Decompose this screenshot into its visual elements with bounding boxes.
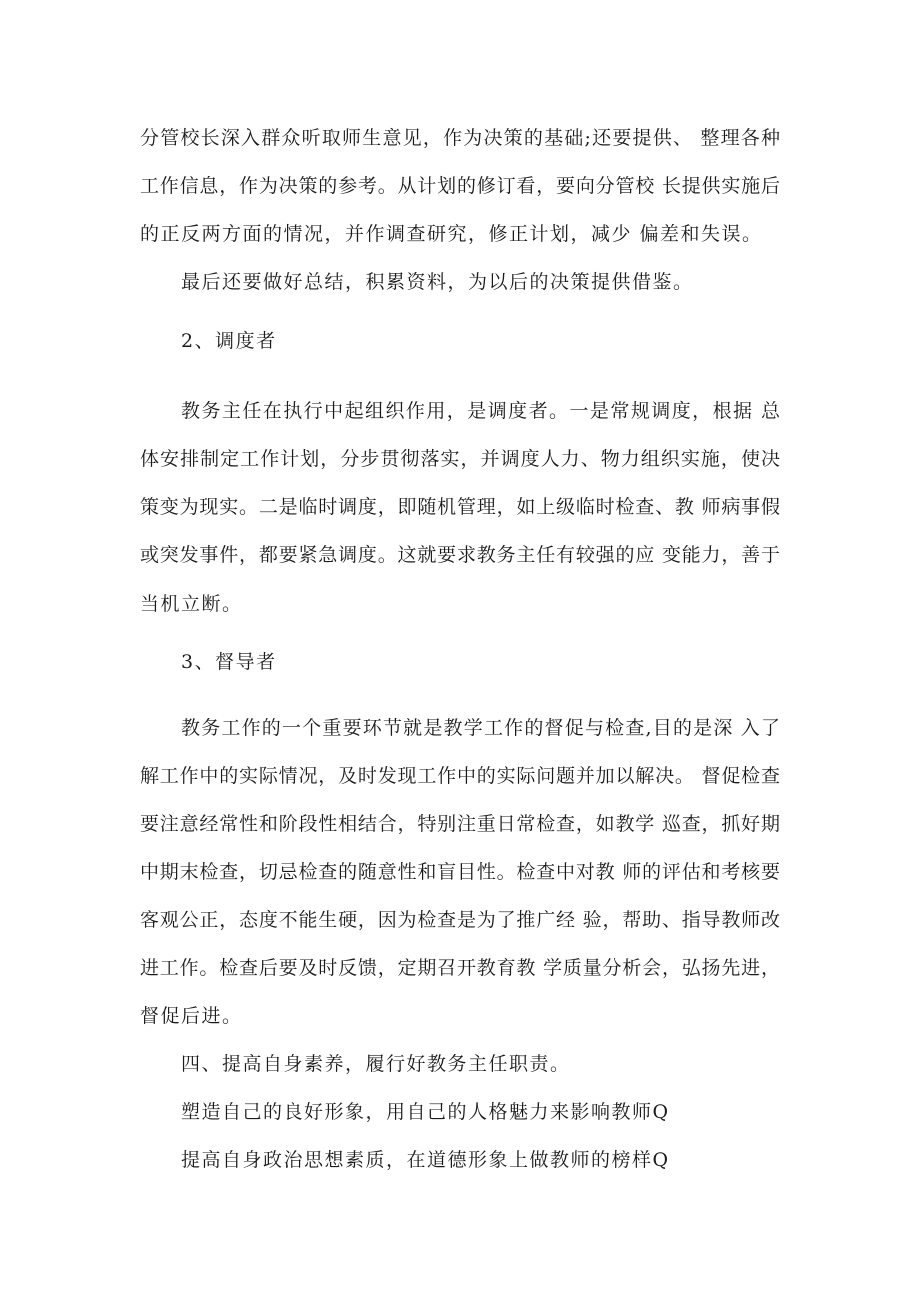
- paragraph-line: 教务主任在执行中起组织作用，是调度者。一是常规调度，根据 总: [181, 400, 780, 422]
- paragraph-line: 教务工作的一个重要环节就是教学工作的督促与检查,目的是深 入了: [181, 717, 780, 739]
- paragraph-line: 最后还要做好总结，积累资料，为以后的决策提供借鉴。: [181, 271, 694, 293]
- section-heading: 2、调度者: [181, 330, 277, 352]
- paragraph-line: 工作信息，作为决策的参考。从计划的修订看，要向分管校 长提供实施后: [140, 175, 780, 197]
- paragraph-line: 进工作。检查后要及时反馈，定期召开教育教 学质量分析会，弘扬先进，: [140, 957, 780, 979]
- paragraph-line: 的正反两方面的情况，并作调查研究，修正计划，减少 偏差和失误。: [140, 223, 763, 245]
- paragraph-line: 中期末检查，切忌检查的随意性和盲目性。检查中对教 师的评估和考核要: [140, 861, 780, 883]
- section-heading: 3、督导者: [181, 651, 277, 673]
- paragraph-line: 体安排制定工作计划，分步贯彻落实，并调度人力、物力组织实施，使决: [140, 448, 780, 470]
- paragraph-line: 督促后进。: [140, 1005, 243, 1027]
- paragraph-line: 解工作中的实际情况，及时发现工作中的实际问题并加以解决。 督促检查: [140, 765, 780, 787]
- paragraph-line: 塑造自己的良好形象，用自己的人格魅力来影响教师Q: [181, 1101, 670, 1123]
- paragraph-line: 当机立断。: [140, 593, 243, 615]
- paragraph-line: 策变为现实。二是临时调度，即随机管理，如上级临时检查、教 师病事假: [140, 496, 780, 518]
- paragraph-line: 客观公正，态度不能生硬，因为检查是为了推广经 验，帮助、指导教师改: [140, 909, 780, 931]
- paragraph-line: 提高自身政治思想素质，在道德形象上做教师的榜样Q: [181, 1149, 670, 1171]
- paragraph-line: 或突发事件，都要紧急调度。这就要求教务主任有较强的应 变能力，善于: [140, 544, 780, 566]
- paragraph-line: 分管校长深入群众听取师生意见，作为决策的基础;还要提供、 整理各种: [140, 127, 780, 149]
- paragraph-line: 要注意经常性和阶段性相结合，特别注重日常检查，如教学 巡查，抓好期: [140, 813, 780, 835]
- section-heading: 四、提高自身素养，履行好教务主任职责。: [181, 1053, 571, 1075]
